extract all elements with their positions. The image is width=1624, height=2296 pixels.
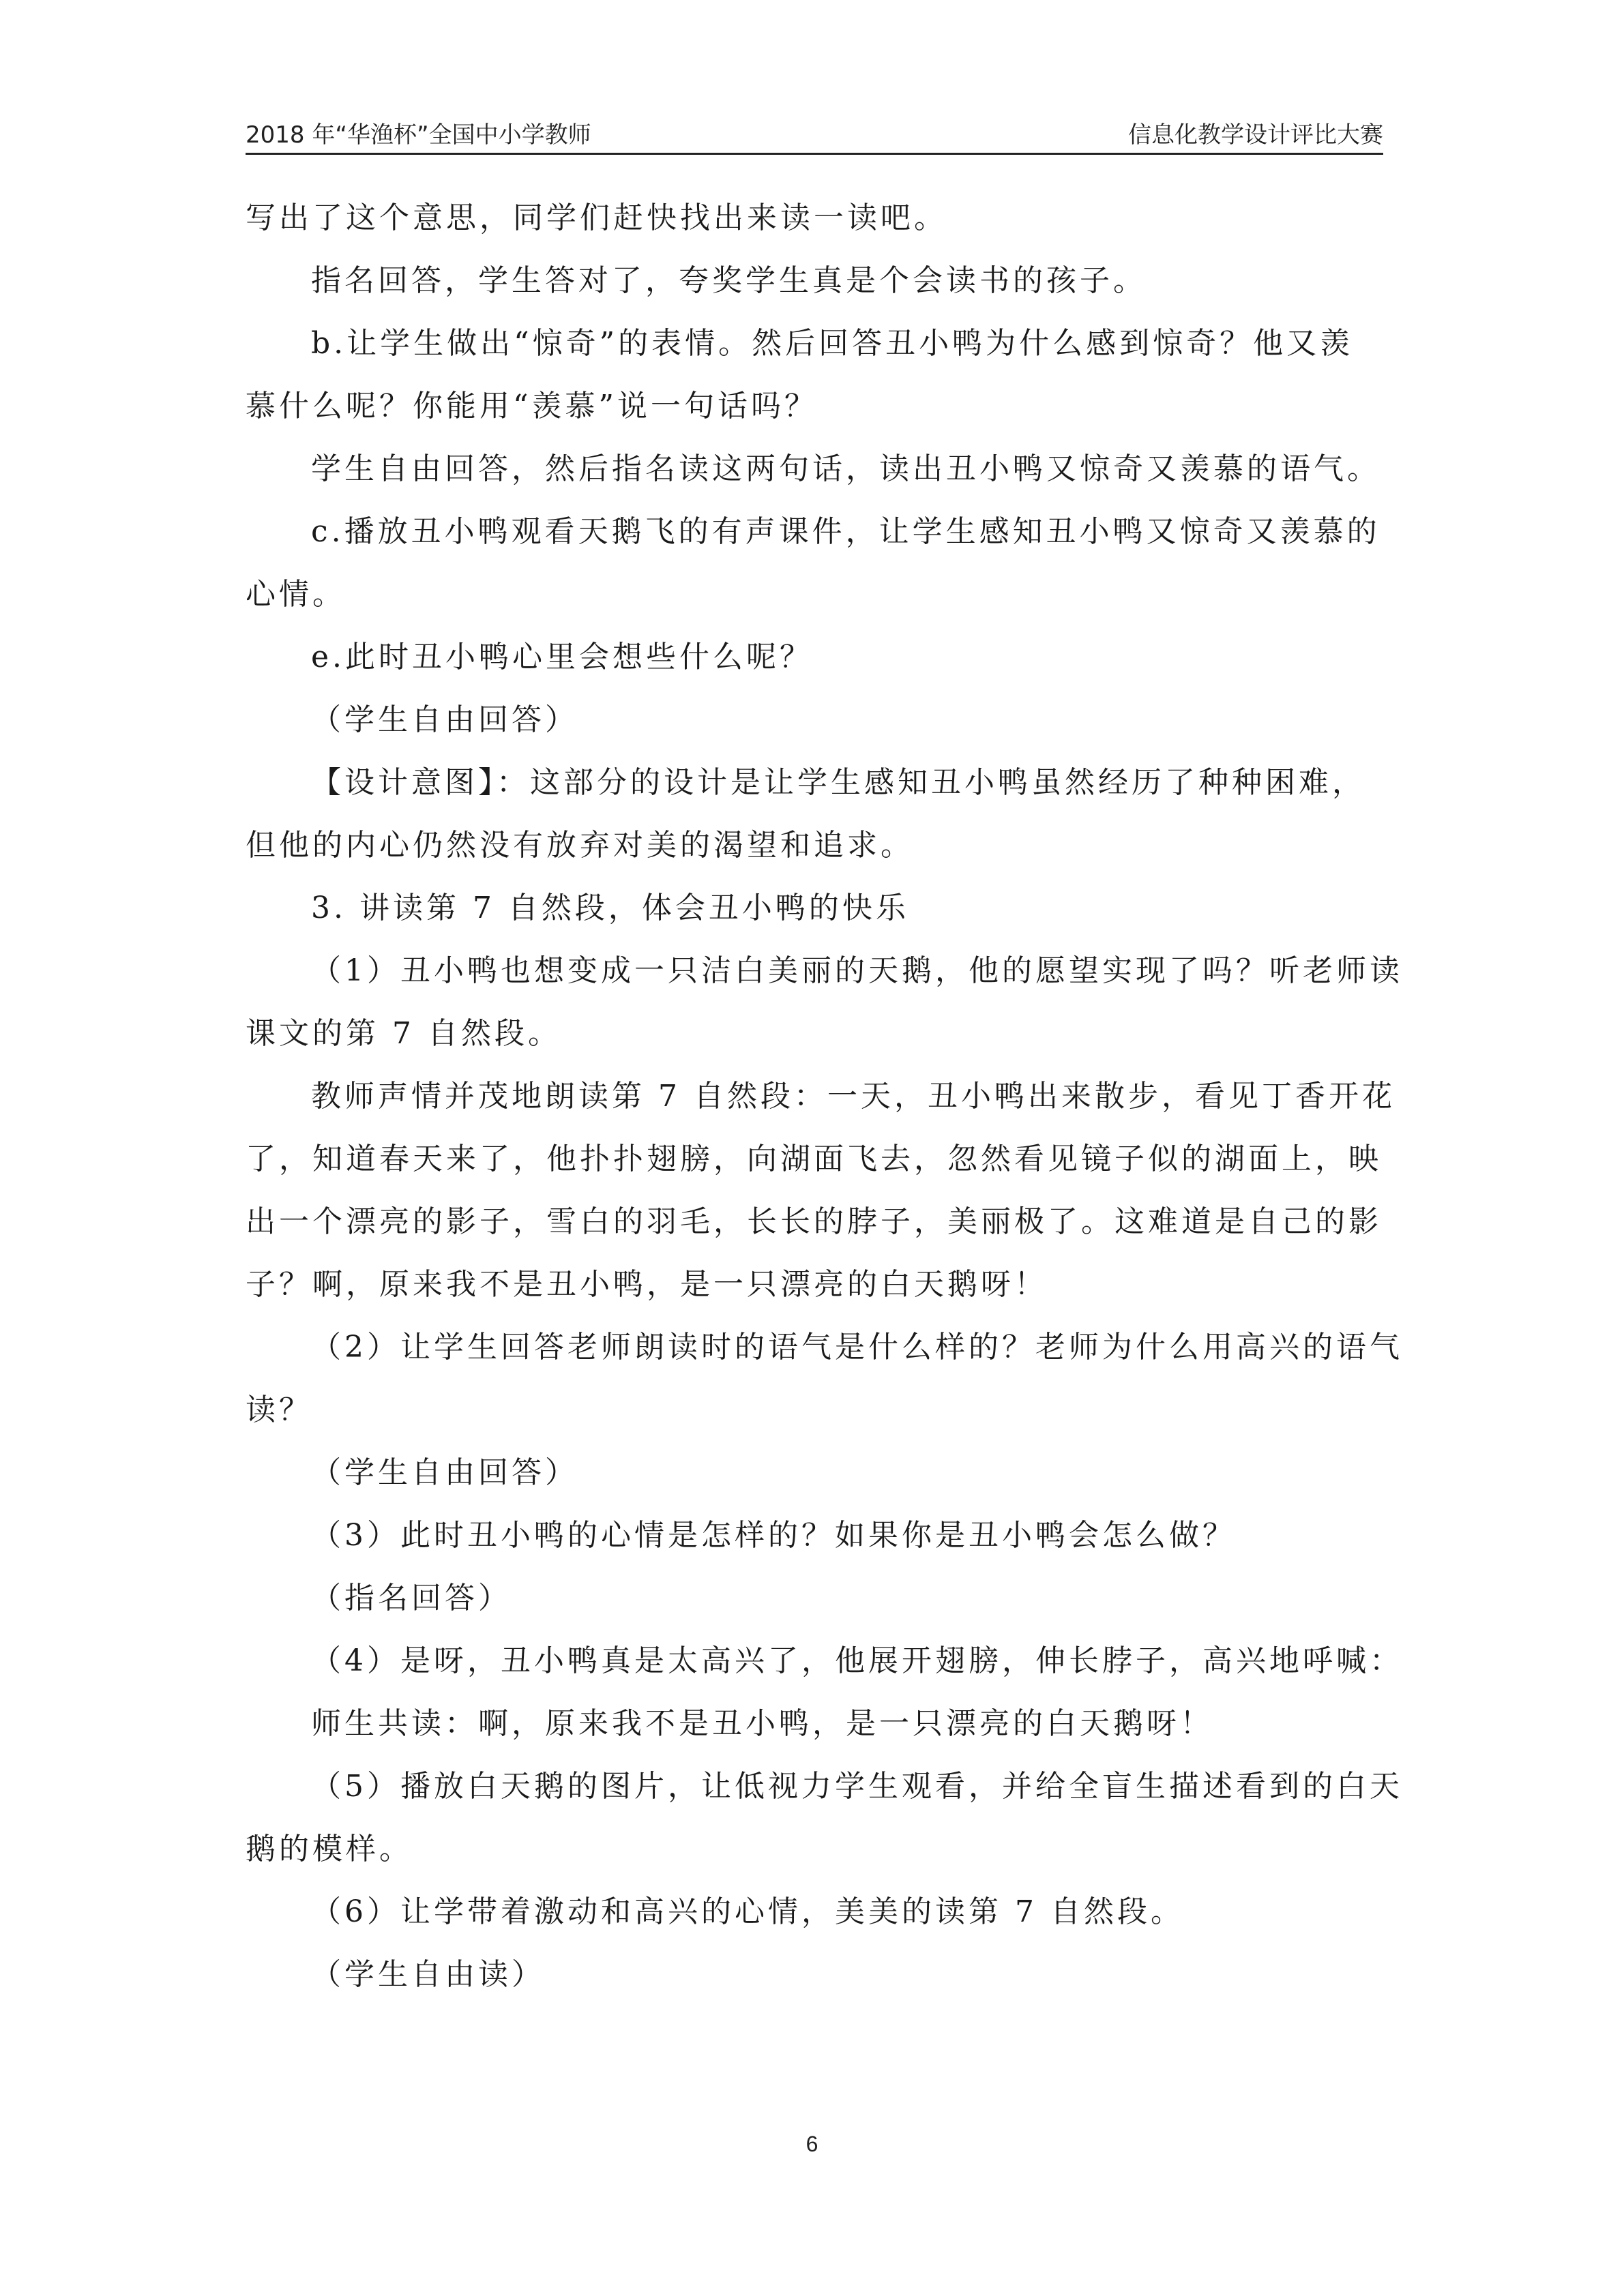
text-line: c.播放丑小鸭观看天鹅飞的有声课件，让学生感知丑小鸭又惊奇又羡慕的 [311,514,1381,549]
text-line: （3）此时丑小鸭的心情是怎样的？如果你是丑小鸭会怎么做？ [311,1518,1236,1553]
text-line: （2）让学生回答老师朗读时的语气是什么样的？老师为什么用高兴的语气 [311,1330,1403,1365]
text-line: （6）让学带着激动和高兴的心情，美美的读第 7 自然段。 [311,1894,1184,1929]
text-line: e.此时丑小鸭心里会想些什么呢？ [311,640,814,674]
text-line: 学生自由回答，然后指名读这两句话，读出丑小鸭又惊奇又羡慕的语气。 [311,451,1381,486]
text-line: 3. 讲读第 7 自然段，体会丑小鸭的快乐 [311,891,909,925]
text-line: （1）丑小鸭也想变成一只洁白美丽的天鹅，他的愿望实现了吗？听老师读 [311,953,1403,988]
text-line: 了，知道春天来了，他扑扑翅膀，向湖面飞去，忽然看见镜子似的湖面上，映 [246,1142,1382,1176]
text-line: （学生自由读） [311,1957,545,1992]
text-line: 读？ [246,1392,312,1427]
text-line: 子？啊，原来我不是丑小鸭，是一只漂亮的白天鹅呀！ [246,1267,1048,1302]
header-right-text: 信息化教学设计评比大赛 [1128,121,1383,149]
header-left-text: 2018 年“华渔杯”全国中小学教师 [246,121,591,149]
text-line: （指名回答） [311,1581,512,1615]
text-line: 但他的内心仍然没有放弃对美的渴望和追求。 [246,828,914,863]
text-line: 写出了这个意思，同学们赶快找出来读一读吧。 [246,200,947,235]
text-line: b.让学生做出“惊奇”的表情。然后回答丑小鸭为什么感到惊奇？他又羡 [311,326,1354,361]
text-line: 教师声情并茂地朗读第 7 自然段：一天，丑小鸭出来散步，看见丁香开花 [311,1079,1396,1114]
text-line: 指名回答，学生答对了，夸奖学生真是个会读书的孩子。 [311,263,1147,298]
text-line: （5）播放白天鹅的图片，让低视力学生观看，并给全盲生描述看到的白天 [311,1769,1403,1804]
text-line: 鹅的模样。 [246,1832,413,1866]
page-number: 6 [806,2132,818,2156]
text-line: 心情。 [246,577,346,612]
text-line: （学生自由回答） [311,1455,578,1490]
text-line: 慕什么呢？你能用“羡慕”说一句话吗？ [246,389,818,423]
text-line: 课文的第 7 自然段。 [246,1016,561,1051]
text-line: （4）是呀，丑小鸭真是太高兴了，他展开翅膀，伸长脖子，高兴地呼喊： [311,1643,1403,1678]
text-line: 出一个漂亮的影子，雪白的羽毛，长长的脖子，美丽极了。这难道是自己的影 [246,1204,1382,1239]
page-header [246,115,1383,155]
text-line: （学生自由回答） [311,702,578,737]
text-line: 师生共读：啊，原来我不是丑小鸭，是一只漂亮的白天鹅呀！ [311,1706,1213,1741]
text-line: 【设计意图】：这部分的设计是让学生感知丑小鸭虽然经历了种种困难， [311,765,1365,800]
